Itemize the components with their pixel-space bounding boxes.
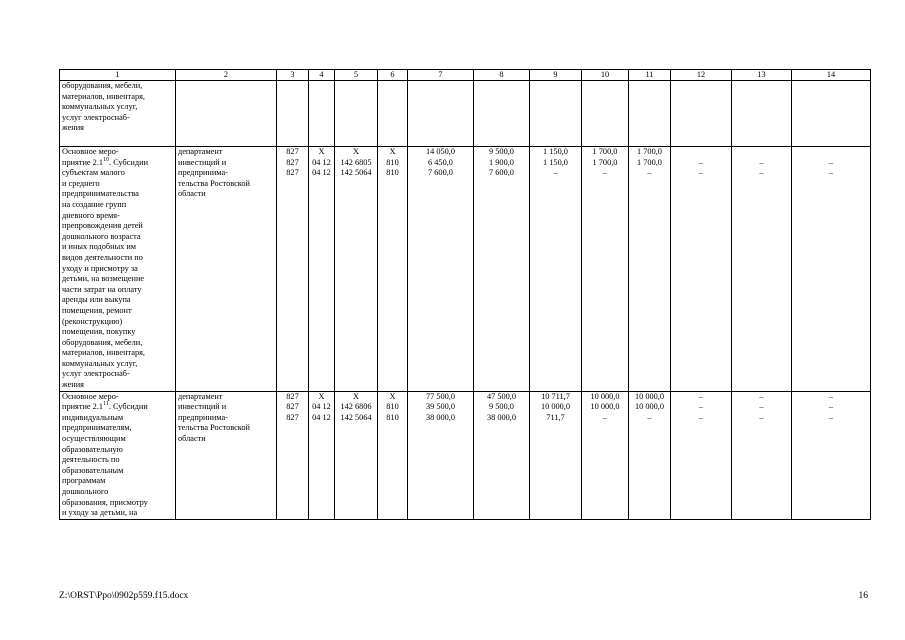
value-cell [530,147,582,392]
text-line: материалов, инвентаря, [62,348,145,358]
value-line: 7 600,0 [489,168,514,178]
text-line: детьми, на возмещение [62,274,145,284]
value-line: 9 500,0 [489,402,514,412]
value-cell [732,147,792,392]
value-cell [408,147,474,392]
text-line: жения [62,380,85,390]
text-line: инвестиций и [178,157,227,167]
value-cell [671,391,732,519]
value-line: 827 [286,157,299,167]
continuation-description [60,81,176,147]
value-line: 10 000,0 [540,402,571,412]
text-line: услуг электроснаб- [62,369,130,379]
measure-title: Основное меро- [62,147,119,156]
empty-cell [474,81,530,147]
value-line: – [698,402,704,412]
text-line: части затрат на оплату [62,284,142,294]
value-cell [335,147,378,392]
value-line: – [698,168,704,178]
text-line: субъектам малого [62,168,125,178]
value-line: 711,7 [546,412,565,422]
value-line: – [553,168,558,178]
text-line: жения [62,123,85,133]
value-line: 77 500,0 [425,391,456,401]
text-line: дневного время- [62,210,120,220]
empty-cell [378,81,408,147]
header-cell: 6 [378,70,408,81]
value-cell [582,391,629,519]
budget-table [59,69,871,520]
value-line: 10 711,7 [541,391,570,401]
text-line: области [178,434,206,444]
value-line: – [759,412,764,422]
value-line: 9 500,0 [489,147,514,156]
header-cell: 7 [408,70,474,81]
value-line: 10 000,0 [590,391,620,401]
table-row [60,391,871,519]
text-line: на создание групп [62,199,127,209]
value-cell [732,391,792,519]
value-line: 810 [386,168,399,178]
value-cell [671,147,732,392]
value-cell [474,391,530,519]
header-cell: 4 [309,70,335,81]
measure-number-prefix: приятие 2.1 [62,402,104,412]
empty-cell [277,81,309,147]
value-line: 1 700,0 [637,147,662,156]
text-line: аренды или выкупа [62,295,131,305]
value-line: 47 500,0 [486,391,517,401]
value-cell [309,147,335,392]
empty-cell [732,81,792,147]
value-line: 142 6805 [340,157,372,167]
text-line: материалов, инвентаря, [62,91,145,101]
value-line: – [647,168,652,178]
header-cell: 5 [335,70,378,81]
value-line: 1 900,0 [489,157,514,167]
value-line: – [828,391,834,401]
value-line [793,147,869,158]
empty-cell [582,81,629,147]
value-cell [792,147,871,392]
text-line: уходу и присмотру за [62,263,138,273]
value-line: – [647,412,652,422]
value-line: 142 5064 [340,412,372,422]
value-line: 10 000,0 [634,402,665,412]
value-line: 810 [386,402,399,412]
empty-cell [176,81,277,147]
value-line: – [698,391,704,401]
value-line: – [828,168,834,178]
header-cell: 8 [474,70,530,81]
value-line: 1 700,0 [637,157,662,167]
value-cell [629,147,671,392]
value-line: 6 450,0 [428,157,453,167]
footer-file-path: Z:\ORST\Ppo\0902p559.f15.docx [59,591,189,601]
value-line: 1 150,0 [543,147,568,156]
value-line: 04 12 [312,402,331,412]
value-line: 1 150,0 [543,157,568,167]
value-line: – [602,168,608,178]
measure-number-suffix: . Субсидии [109,157,149,167]
empty-cell [792,81,871,147]
text-line: предпринима- [178,412,228,422]
value-line: 14 050,0 [425,147,456,156]
value-cell [629,391,671,519]
header-cell: 11 [629,70,671,81]
value-line: – [759,402,764,412]
value-line: 10 000,0 [634,391,665,401]
value-line: 1 700,0 [592,147,618,156]
value-cell [378,147,408,392]
value-cell [309,391,335,519]
text-line: помещения, покупку [62,327,136,337]
text-line: и среднего [62,178,100,188]
header-cell: 10 [582,70,629,81]
value-cell [474,147,530,392]
value-cell [582,147,629,392]
value-line: 827 [286,168,299,178]
measure-title: Основное меро- [62,391,119,401]
text-line: деятельность по [62,455,120,465]
text-line: предпринимательства [62,189,139,199]
value-line: – [828,402,834,412]
table-row [60,147,871,392]
text-line: (реконструкцию) [62,316,123,326]
value-line: 38 000,0 [486,412,517,422]
measure-number-prefix: приятие 2.1 [62,157,104,167]
text-line: области [178,189,206,199]
text-line: департамент [178,147,223,156]
responsible-department [176,147,277,392]
value-line: – [698,157,704,167]
text-line: дошкольного [62,487,109,496]
text-line: осуществляющим [62,434,126,444]
text-line: предпринима- [178,168,228,178]
value-line [733,147,790,158]
value-line: 10 000,0 [590,402,620,412]
value-line: Х [318,391,325,401]
text-line: коммунальных услуг, [62,102,138,112]
value-line: – [759,157,764,167]
header-cell: 9 [530,70,582,81]
value-line: 04 12 [312,168,331,178]
table-header-row [60,70,871,81]
value-line: Х [353,391,359,401]
value-cell [378,391,408,519]
text-line: образовательную [62,444,123,454]
header-cell: 1 [60,70,176,81]
text-line: инвестиций и [178,402,227,412]
value-line: 142 5064 [340,168,372,178]
measure-number [62,158,174,169]
text-line: оборудования, мебели, [62,337,143,347]
value-line: – [828,157,834,167]
text-line: помещения, ремонт [62,305,132,315]
value-cell [335,391,378,519]
value-line: 827 [286,412,299,422]
empty-cell [530,81,582,147]
header-cell: 2 [176,70,277,81]
value-cell [792,391,871,519]
table-row-continuation [60,81,871,147]
value-line [672,147,730,158]
text-line: предпринимателям, [62,423,132,433]
value-line: 38 000,0 [425,412,456,422]
value-line: 39 500,0 [425,402,456,412]
header-cell: 3 [277,70,309,81]
empty-cell [335,81,378,147]
value-line: 04 12 [312,157,331,167]
value-line: 827 [286,147,299,156]
text-line: и иных подобных им [62,242,137,252]
text-line: дошкольного возраста [62,231,141,241]
text-line: департамент [178,391,223,401]
empty-cell [408,81,474,147]
value-cell [530,391,582,519]
value-cell [277,147,309,392]
text-line: тельства Ростовской [178,423,250,433]
value-line: Х [318,147,325,156]
text-line: оборудования, мебели, [62,81,143,90]
header-cell: 14 [792,70,871,81]
value-cell [277,391,309,519]
measure-number [62,402,174,413]
value-line: Х [389,391,396,401]
value-line: Х [389,147,396,156]
value-line: – [602,412,608,422]
value-line: – [828,412,834,422]
value-line: – [759,168,764,178]
measure-number-sup: 11 [103,401,109,408]
text-line: коммунальных услуг, [62,358,138,368]
empty-cell [629,81,671,147]
text-line: образовательным [62,465,124,475]
measure-number-suffix: . Субсидии [108,402,148,412]
responsible-department [176,391,277,519]
text-line: программам [62,476,106,486]
text-line: образования, присмотру [62,497,148,507]
value-line: 827 [286,402,299,412]
value-line: – [698,412,704,422]
value-line: 142 6806 [340,402,372,412]
text-line: индивидуальным [62,412,124,422]
text-line: и уходу за детьми, на [62,508,138,518]
value-line: 810 [386,157,399,167]
text-line: тельства Ростовской [178,178,250,188]
value-line: 7 600,0 [428,168,453,178]
value-cell [408,391,474,519]
value-line: 827 [286,391,299,401]
value-line: 04 12 [312,412,331,422]
value-line: 1 700,0 [592,157,618,167]
header-cell: 13 [732,70,792,81]
measure-description [60,391,176,519]
text-line: услуг электроснаб- [62,112,130,122]
header-cell: 12 [671,70,732,81]
value-line: Х [353,147,359,156]
empty-cell [671,81,732,147]
measure-description [60,147,176,392]
value-line: 810 [386,412,399,422]
text-line: видов деятельности по [62,252,143,262]
measure-number-sup: 10 [103,156,110,163]
value-line: – [759,391,764,401]
empty-cell [309,81,335,147]
text-line: препровождения детей [62,221,143,231]
footer-page-number: 16 [858,591,868,601]
